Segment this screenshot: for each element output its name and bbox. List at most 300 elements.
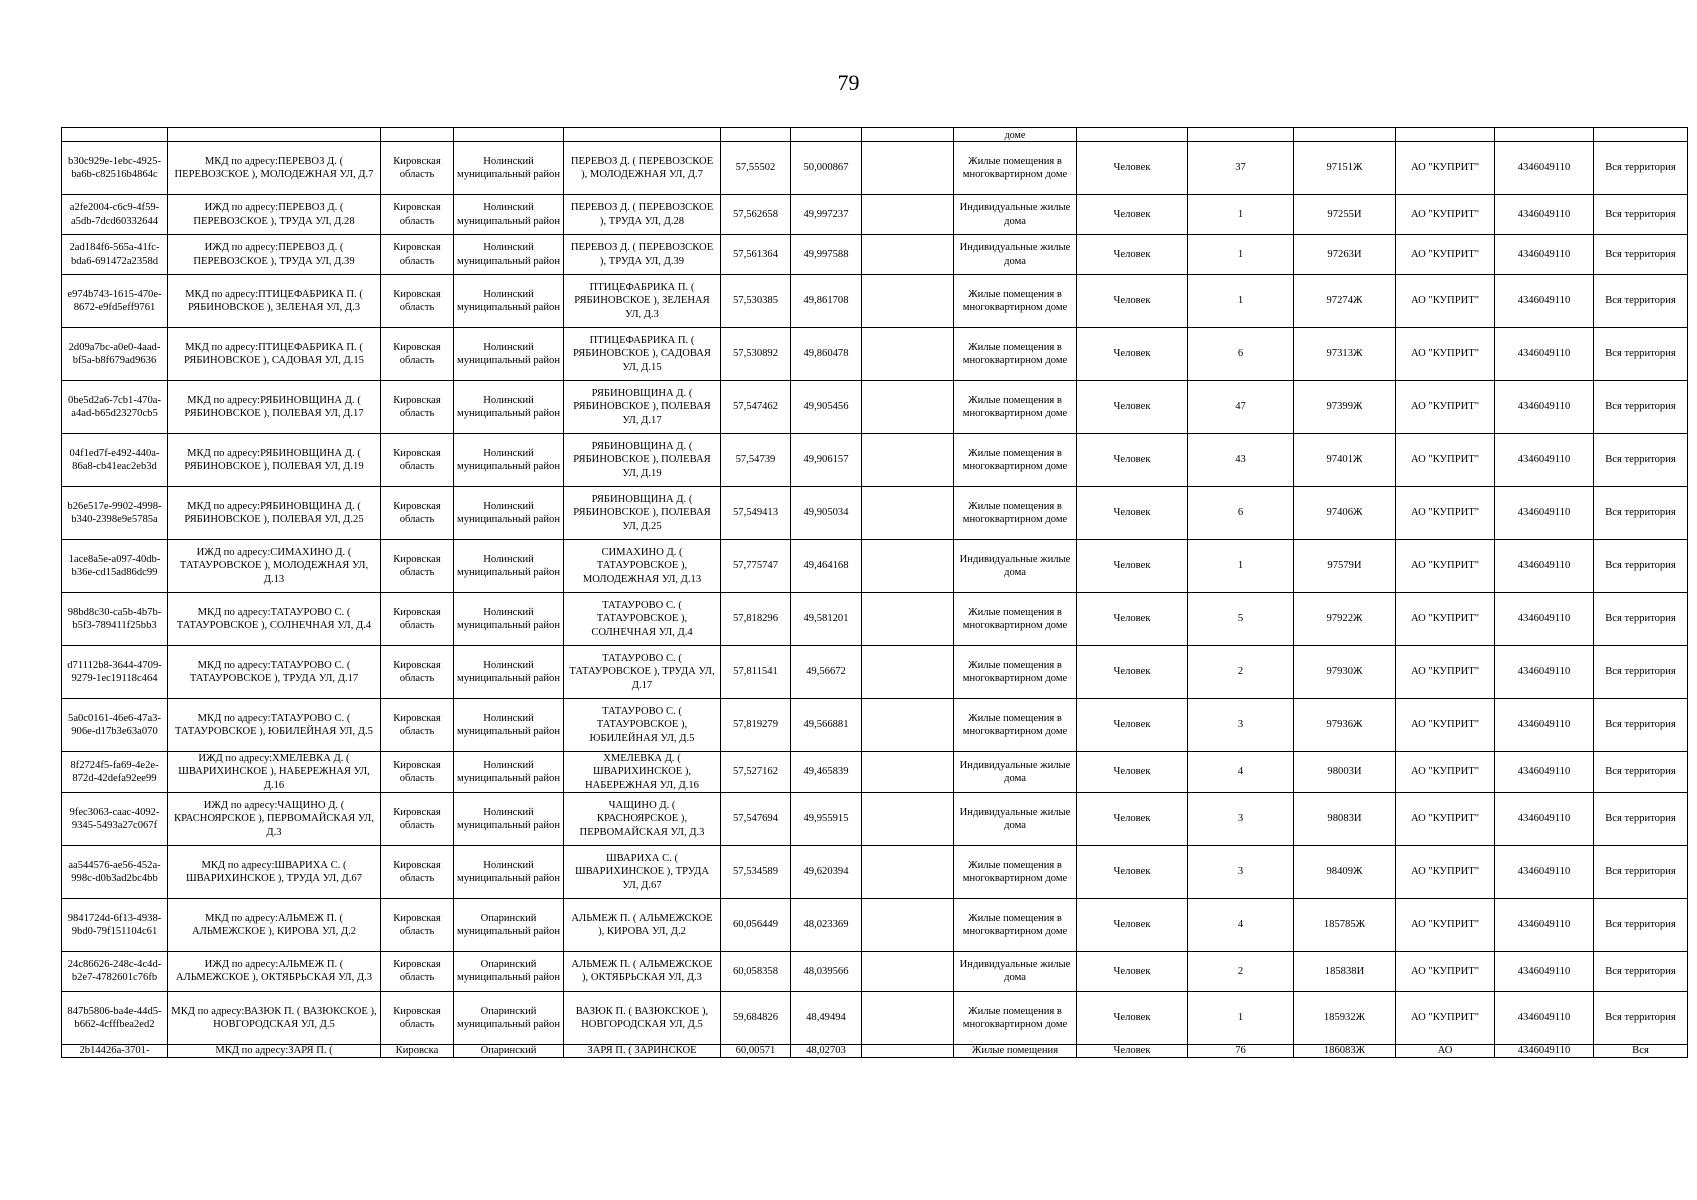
cell-latitude: 60,00571 — [721, 1044, 791, 1057]
cell-type: Жилые помещения в многоквартирном доме — [954, 328, 1077, 381]
cell-quantity: 4 — [1188, 752, 1294, 793]
table-row — [62, 951, 1688, 991]
cell-territory: Вся территория — [1594, 898, 1688, 951]
cell-empty — [862, 195, 954, 235]
cell-quantity: 1 — [1188, 991, 1294, 1044]
cell-organization: АО "КУПРИТ" — [1396, 991, 1495, 1044]
cell-locality: ШВАРИХА С. ( ШВАРИХИНСКОЕ ), ТРУДА УЛ, Д.67 — [564, 845, 721, 898]
cell-address: МКД по адресу:ТАТАУРОВО С. ( ТАТАУРОВСКОЕ ), ЮБИЛЕЙНАЯ УЛ, Д.5 — [168, 699, 381, 752]
cell-region: Кировская область — [381, 142, 454, 195]
cell-address: ИЖД по адресу:ПЕРЕВОЗ Д. ( ПЕРЕВОЗСКОЕ ), ТРУДА УЛ, Д.39 — [168, 235, 381, 275]
cell-quantity: 2 — [1188, 646, 1294, 699]
cell-id: 2ad184f6-565a-41fc-bda6-691472a2358d — [62, 235, 168, 275]
cell-longitude: 49,581201 — [791, 593, 862, 646]
cell-district: Нолинский муниципальный район — [454, 593, 564, 646]
cell-code: 97406Ж — [1294, 487, 1396, 540]
cell-id: 9fec3063-caac-4092-9345-5493a27c067f — [62, 792, 168, 845]
cell-id: 24c86626-248c-4c4d-b2e7-4782601c76fb — [62, 951, 168, 991]
cell-latitude: 59,684826 — [721, 991, 791, 1044]
cell-type: Жилые помещения в многоквартирном доме — [954, 487, 1077, 540]
cell-longitude: 49,997588 — [791, 235, 862, 275]
cell-region: Кировская область — [381, 487, 454, 540]
cell-address: МКД по адресу:ВАЗЮК П. ( ВАЗЮКСКОЕ ), НОВГОРОДСКАЯ УЛ, Д.5 — [168, 991, 381, 1044]
table-row — [62, 381, 1688, 434]
cell-id: 2d09a7bc-a0e0-4aad-bf5a-b8f679ad9636 — [62, 328, 168, 381]
cell-type: Жилые помещения в многоквартирном доме — [954, 434, 1077, 487]
cell-address: ИЖД по адресу:ЧАЩИНО Д. ( КРАСНОЯРСКОЕ ), ПЕРВОМАЙСКАЯ УЛ, Д.3 — [168, 792, 381, 845]
cell-empty — [862, 752, 954, 793]
cell-region: Кировская область — [381, 845, 454, 898]
cell-inn: 4346049110 — [1495, 792, 1594, 845]
cell-longitude: 49,620394 — [791, 845, 862, 898]
cell-quantity: 37 — [1188, 142, 1294, 195]
cell-type: Жилые помещения в многоквартирном доме — [954, 593, 1077, 646]
cell-region: Кировская область — [381, 434, 454, 487]
cell-id: 847b5806-ba4e-44d5-b662-4cfffbea2ed2 — [62, 991, 168, 1044]
cell-inn: 4346049110 — [1495, 381, 1594, 434]
cell-organization: АО "КУПРИТ" — [1396, 593, 1495, 646]
cell-territory: Вся — [1594, 1044, 1688, 1057]
cell-organization: АО "КУПРИТ" — [1396, 540, 1495, 593]
cell-region: Кировская область — [381, 540, 454, 593]
cell-organization: АО "КУПРИТ" — [1396, 487, 1495, 540]
cell-address: МКД по адресу:РЯБИНОВЩИНА Д. ( РЯБИНОВСКОЕ ), ПОЛЕВАЯ УЛ, Д.19 — [168, 434, 381, 487]
cell-territory: Вся территория — [1594, 593, 1688, 646]
cell-code: 97922Ж — [1294, 593, 1396, 646]
cell-unit: Человек — [1077, 195, 1188, 235]
cell-empty — [862, 142, 954, 195]
cell-empty — [862, 951, 954, 991]
cell-longitude: 49,861708 — [791, 275, 862, 328]
cell-code: 97313Ж — [1294, 328, 1396, 381]
cell-quantity: 1 — [1188, 235, 1294, 275]
cell-address: МКД по адресу:ПТИЦЕФАБРИКА П. ( РЯБИНОВСКОЕ ), ЗЕЛЕНАЯ УЛ, Д.3 — [168, 275, 381, 328]
cell-locality: ЗАРЯ П. ( ЗАРИНСКОЕ — [564, 1044, 721, 1057]
table-row — [62, 593, 1688, 646]
cell-locality: АЛЬМЕЖ П. ( АЛЬМЕЖСКОЕ ), КИРОВА УЛ, Д.2 — [564, 898, 721, 951]
cell-code: 98409Ж — [1294, 845, 1396, 898]
cell-locality: РЯБИНОВЩИНА Д. ( РЯБИНОВСКОЕ ), ПОЛЕВАЯ УЛ, Д.25 — [564, 487, 721, 540]
cell-locality: ТАТАУРОВО С. ( ТАТАУРОВСКОЕ ), СОЛНЕЧНАЯ УЛ, Д.4 — [564, 593, 721, 646]
cell-quantity: 5 — [1188, 593, 1294, 646]
cell-latitude: 57,530892 — [721, 328, 791, 381]
cell-address: МКД по адресу:ПТИЦЕФАБРИКА П. ( РЯБИНОВСКОЕ ), САДОВАЯ УЛ, Д.15 — [168, 328, 381, 381]
cell-locality: ПТИЦЕФАБРИКА П. ( РЯБИНОВСКОЕ ), ЗЕЛЕНАЯ УЛ, Д.3 — [564, 275, 721, 328]
cell-unit: Человек — [1077, 1044, 1188, 1057]
cell-latitude: 57,547462 — [721, 381, 791, 434]
cell-quantity: 1 — [1188, 275, 1294, 328]
cell-latitude: 57,818296 — [721, 593, 791, 646]
cell-address: МКД по адресу:ЗАРЯ П. ( — [168, 1044, 381, 1057]
table-row — [62, 434, 1688, 487]
cell-latitude: 57,775747 — [721, 540, 791, 593]
cell-id: b30c929e-1ebc-4925-ba6b-c82516b4864c — [62, 142, 168, 195]
cell-unit: Человек — [1077, 434, 1188, 487]
cell-locality: ТАТАУРОВО С. ( ТАТАУРОВСКОЕ ), ЮБИЛЕЙНАЯ УЛ, Д.5 — [564, 699, 721, 752]
cell-address: ИЖД по адресу:АЛЬМЕЖ П. ( АЛЬМЕЖСКОЕ ), ОКТЯБРЬСКАЯ УЛ, Д.3 — [168, 951, 381, 991]
cell-district: Опаринский — [454, 1044, 564, 1057]
cell-latitude: 57,527162 — [721, 752, 791, 793]
cell-longitude: 48,49494 — [791, 991, 862, 1044]
page-number: 79 — [837, 70, 860, 95]
cell-type: Жилые помещения в многоквартирном доме — [954, 142, 1077, 195]
table-row — [62, 540, 1688, 593]
cell-territory: Вся территория — [1594, 845, 1688, 898]
cell-type: Индивидуальные жилые дома — [954, 951, 1077, 991]
cell-territory: Вся территория — [1594, 540, 1688, 593]
cell-address: МКД по адресу:ПЕРЕВОЗ Д. ( ПЕРЕВОЗСКОЕ ), МОЛОДЕЖНАЯ УЛ, Д.7 — [168, 142, 381, 195]
cell-latitude: 57,819279 — [721, 699, 791, 752]
cell-code: 97263И — [1294, 235, 1396, 275]
cell-quantity: 47 — [1188, 381, 1294, 434]
cell-latitude: 57,534589 — [721, 845, 791, 898]
cell-code: 98083И — [1294, 792, 1396, 845]
cell-address: МКД по адресу:ШВАРИХА С. ( ШВАРИХИНСКОЕ ), ТРУДА УЛ, Д.67 — [168, 845, 381, 898]
cell-unit: Человек — [1077, 540, 1188, 593]
cell-locality: ПТИЦЕФАБРИКА П. ( РЯБИНОВСКОЕ ), САДОВАЯ УЛ, Д.15 — [564, 328, 721, 381]
cell-id: 5a0c0161-46e6-47a3-906e-d17b3e63a070 — [62, 699, 168, 752]
cell-empty — [862, 646, 954, 699]
cell-locality: ВАЗЮК П. ( ВАЗЮКСКОЕ ), НОВГОРОДСКАЯ УЛ, Д.5 — [564, 991, 721, 1044]
table-row — [62, 898, 1688, 951]
cell-region: Кировская область — [381, 593, 454, 646]
cell-organization: АО "КУПРИТ" — [1396, 328, 1495, 381]
cell-type: Жилые помещения в многоквартирном доме — [954, 898, 1077, 951]
cell-unit: Человек — [1077, 752, 1188, 793]
cell-id: b26e517e-9902-4998-b340-2398e9e5785a — [62, 487, 168, 540]
registry-table — [61, 127, 1688, 1058]
cell-inn: 4346049110 — [1495, 646, 1594, 699]
cell-inn: 4346049110 — [1495, 898, 1594, 951]
cell-quantity: 2 — [1188, 951, 1294, 991]
cell-district: Нолинский муниципальный район — [454, 328, 564, 381]
cell-locality: ХМЕЛЕВКА Д. ( ШВАРИХИНСКОЕ ), НАБЕРЕЖНАЯ УЛ, Д.16 — [564, 752, 721, 793]
cell-code: 97255И — [1294, 195, 1396, 235]
cell-territory: Вся территория — [1594, 487, 1688, 540]
cell-locality: ПЕРЕВОЗ Д. ( ПЕРЕВОЗСКОЕ ), МОЛОДЕЖНАЯ УЛ, Д.7 — [564, 142, 721, 195]
cell-inn: 4346049110 — [1495, 593, 1594, 646]
cell-code: 97274Ж — [1294, 275, 1396, 328]
cell-organization: АО "КУПРИТ" — [1396, 142, 1495, 195]
table-row — [62, 328, 1688, 381]
cell-longitude: 49,566881 — [791, 699, 862, 752]
cell-code: 98003И — [1294, 752, 1396, 793]
cell-territory: Вся территория — [1594, 646, 1688, 699]
cell-locality: РЯБИНОВЩИНА Д. ( РЯБИНОВСКОЕ ), ПОЛЕВАЯ УЛ, Д.17 — [564, 381, 721, 434]
cell-quantity: 43 — [1188, 434, 1294, 487]
table-row — [62, 142, 1688, 195]
cell-empty — [862, 845, 954, 898]
cell-district: Нолинский муниципальный район — [454, 195, 564, 235]
cell-territory: Вся территория — [1594, 792, 1688, 845]
cell-latitude: 60,058358 — [721, 951, 791, 991]
cell-unit: Человек — [1077, 381, 1188, 434]
cell-quantity: 3 — [1188, 792, 1294, 845]
cell-region: Кировская область — [381, 195, 454, 235]
cell-longitude: 49,56672 — [791, 646, 862, 699]
cell-latitude: 60,056449 — [721, 898, 791, 951]
cell-unit: Человек — [1077, 235, 1188, 275]
cell-organization: АО "КУПРИТ" — [1396, 235, 1495, 275]
table-row — [62, 845, 1688, 898]
cell-longitude: 49,997237 — [791, 195, 862, 235]
cell-region: Кировская область — [381, 646, 454, 699]
cell-locality: АЛЬМЕЖ П. ( АЛЬМЕЖСКОЕ ), ОКТЯБРЬСКАЯ УЛ, Д.3 — [564, 951, 721, 991]
cell-unit: Человек — [1077, 699, 1188, 752]
cell-type: Индивидуальные жилые дома — [954, 540, 1077, 593]
cell-address: ИЖД по адресу:ХМЕЛЕВКА Д. ( ШВАРИХИНСКОЕ ), НАБЕРЕЖНАЯ УЛ, Д.16 — [168, 752, 381, 793]
cell-inn: 4346049110 — [1495, 991, 1594, 1044]
table-row — [62, 487, 1688, 540]
cell-territory: Вся территория — [1594, 235, 1688, 275]
cell-code: 97401Ж — [1294, 434, 1396, 487]
cell-longitude: 49,860478 — [791, 328, 862, 381]
cell-district: Опаринский муниципальный район — [454, 991, 564, 1044]
cell-empty — [862, 898, 954, 951]
cell-id: 2b14426a-3701- — [62, 1044, 168, 1057]
cell-latitude: 57,547694 — [721, 792, 791, 845]
cell-unit: Человек — [1077, 898, 1188, 951]
cell-territory: Вся территория — [1594, 328, 1688, 381]
cell-inn: 4346049110 — [1495, 540, 1594, 593]
cell-longitude: 49,906157 — [791, 434, 862, 487]
cell-district: Нолинский муниципальный район — [454, 275, 564, 328]
cell-address: МКД по адресу:РЯБИНОВЩИНА Д. ( РЯБИНОВСКОЕ ), ПОЛЕВАЯ УЛ, Д.25 — [168, 487, 381, 540]
cell-code: 97399Ж — [1294, 381, 1396, 434]
cell-unit: Человек — [1077, 845, 1188, 898]
cell-type: Индивидуальные жилые дома — [954, 235, 1077, 275]
cell-latitude: 57,811541 — [721, 646, 791, 699]
cell-type: Жилые помещения в многоквартирном доме — [954, 699, 1077, 752]
cell-type: Жилые помещения — [954, 1044, 1077, 1057]
cell-territory: Вся территория — [1594, 991, 1688, 1044]
cell-id: 8f2724f5-fa69-4e2e-872d-42defa92ee99 — [62, 752, 168, 793]
cell-type: Индивидуальные жилые дома — [954, 752, 1077, 793]
cell-territory: Вся территория — [1594, 195, 1688, 235]
cell-id: 04f1ed7f-e492-440a-86a8-cb41eac2eb3d — [62, 434, 168, 487]
cell-organization: АО "КУПРИТ" — [1396, 898, 1495, 951]
cell-territory: Вся территория — [1594, 275, 1688, 328]
cell-address: МКД по адресу:ТАТАУРОВО С. ( ТАТАУРОВСКОЕ ), СОЛНЕЧНАЯ УЛ, Д.4 — [168, 593, 381, 646]
cell-code: 97936Ж — [1294, 699, 1396, 752]
cell-address: ИЖД по адресу:СИМАХИНО Д. ( ТАТАУРОВСКОЕ ), МОЛОДЕЖНАЯ УЛ, Д.13 — [168, 540, 381, 593]
cell-district: Опаринский муниципальный район — [454, 951, 564, 991]
cell-inn: 4346049110 — [1495, 951, 1594, 991]
cell-district: Нолинский муниципальный район — [454, 845, 564, 898]
cell-code: 185932Ж — [1294, 991, 1396, 1044]
cell-unit: Человек — [1077, 991, 1188, 1044]
cell-latitude: 57,561364 — [721, 235, 791, 275]
cell-id: aa544576-ae56-452a-998c-d0b3ad2bc4bb — [62, 845, 168, 898]
cell-organization: АО "КУПРИТ" — [1396, 195, 1495, 235]
cell-type: Жилые помещения в многоквартирном доме — [954, 845, 1077, 898]
cell-quantity: 76 — [1188, 1044, 1294, 1057]
cell-code: 97151Ж — [1294, 142, 1396, 195]
cell-inn: 4346049110 — [1495, 752, 1594, 793]
cell-territory: Вся территория — [1594, 699, 1688, 752]
cell-inn: 4346049110 — [1495, 487, 1594, 540]
cell-district: Нолинский муниципальный район — [454, 142, 564, 195]
cell-organization: АО "КУПРИТ" — [1396, 792, 1495, 845]
cell-region: Кировская область — [381, 792, 454, 845]
cell-code: 186083Ж — [1294, 1044, 1396, 1057]
cell-locality: ПЕРЕВОЗ Д. ( ПЕРЕВОЗСКОЕ ), ТРУДА УЛ, Д.39 — [564, 235, 721, 275]
cell-unit: Человек — [1077, 487, 1188, 540]
cell-longitude: 49,905034 — [791, 487, 862, 540]
cell-district: Нолинский муниципальный район — [454, 792, 564, 845]
cell-district: Нолинский муниципальный район — [454, 487, 564, 540]
cell-type: Жилые помещения в многоквартирном доме — [954, 646, 1077, 699]
cell-region: Кировская область — [381, 328, 454, 381]
cell-longitude: 48,023369 — [791, 898, 862, 951]
cell-longitude: 48,02703 — [791, 1044, 862, 1057]
cell-latitude: 57,549413 — [721, 487, 791, 540]
cell-latitude: 57,562658 — [721, 195, 791, 235]
cell-region: Кировская область — [381, 699, 454, 752]
cell-territory: Вся территория — [1594, 434, 1688, 487]
cell-district: Нолинский муниципальный район — [454, 646, 564, 699]
cell-region: Кировская область — [381, 381, 454, 434]
cell-latitude: 57,54739 — [721, 434, 791, 487]
cell-empty — [862, 792, 954, 845]
table-row — [62, 235, 1688, 275]
cell-inn: 4346049110 — [1495, 434, 1594, 487]
table-row — [62, 792, 1688, 845]
cell-inn: 4346049110 — [1495, 275, 1594, 328]
cell-region: Кировская область — [381, 275, 454, 328]
cell-empty — [862, 381, 954, 434]
cell-empty — [862, 487, 954, 540]
cell-empty — [862, 593, 954, 646]
cell-district: Нолинский муниципальный район — [454, 699, 564, 752]
cell-empty — [862, 540, 954, 593]
cell-region: Кировская область — [381, 752, 454, 793]
cell-unit: Человек — [1077, 646, 1188, 699]
cell-region: Кировская область — [381, 991, 454, 1044]
cell-locality: ТАТАУРОВО С. ( ТАТАУРОВСКОЕ ), ТРУДА УЛ, Д.17 — [564, 646, 721, 699]
cell-empty — [862, 991, 954, 1044]
cell-unit: Человек — [1077, 275, 1188, 328]
cell-address: МКД по адресу:РЯБИНОВЩИНА Д. ( РЯБИНОВСКОЕ ), ПОЛЕВАЯ УЛ, Д.17 — [168, 381, 381, 434]
cell-organization: АО "КУПРИТ" — [1396, 646, 1495, 699]
cell-region: Кировская область — [381, 898, 454, 951]
cell-inn: 4346049110 — [1495, 235, 1594, 275]
table-row — [62, 646, 1688, 699]
table-row-fragment — [62, 128, 1688, 142]
cell-id: d71112b8-3644-4709-9279-1ec19118c464 — [62, 646, 168, 699]
cell-unit: Человек — [1077, 142, 1188, 195]
cell-type: Жилые помещения в многоквартирном доме — [954, 991, 1077, 1044]
cell-district: Нолинский муниципальный район — [454, 235, 564, 275]
cell-organization: АО "КУПРИТ" — [1396, 434, 1495, 487]
cell-code: 185838И — [1294, 951, 1396, 991]
cell-unit: Человек — [1077, 328, 1188, 381]
cell-longitude: 49,464168 — [791, 540, 862, 593]
cell-id: e974b743-1615-470e-8672-e9fd5eff9761 — [62, 275, 168, 328]
table-row-cut — [62, 1044, 1688, 1057]
cell-inn: 4346049110 — [1495, 699, 1594, 752]
cell-type: Жилые помещения в многоквартирном доме — [954, 381, 1077, 434]
cell-code: 185785Ж — [1294, 898, 1396, 951]
cell-code: 97579И — [1294, 540, 1396, 593]
cell-quantity: 1 — [1188, 195, 1294, 235]
cell-id: 1ace8a5e-a097-40db-b36e-cd15ad86dc99 — [62, 540, 168, 593]
cell-address: МКД по адресу:АЛЬМЕЖ П. ( АЛЬМЕЖСКОЕ ), КИРОВА УЛ, Д.2 — [168, 898, 381, 951]
cell-id: 98bd8c30-ca5b-4b7b-b5f3-789411f25bb3 — [62, 593, 168, 646]
cell-unit: Человек — [1077, 792, 1188, 845]
cell-address: МКД по адресу:ТАТАУРОВО С. ( ТАТАУРОВСКОЕ ), ТРУДА УЛ, Д.17 — [168, 646, 381, 699]
cell-inn: 4346049110 — [1495, 845, 1594, 898]
cell-region: Кировская область — [381, 951, 454, 991]
cell-organization: АО "КУПРИТ" — [1396, 752, 1495, 793]
cell-address: ИЖД по адресу:ПЕРЕВОЗ Д. ( ПЕРЕВОЗСКОЕ ), ТРУДА УЛ, Д.28 — [168, 195, 381, 235]
cell-unit: Человек — [1077, 951, 1188, 991]
cell-inn: 4346049110 — [1495, 195, 1594, 235]
cell-longitude: 49,905456 — [791, 381, 862, 434]
cell-latitude: 57,55502 — [721, 142, 791, 195]
cell-organization: АО "КУПРИТ" — [1396, 699, 1495, 752]
cell-empty — [862, 275, 954, 328]
cell-district: Нолинский муниципальный район — [454, 381, 564, 434]
cell-id: 0be5d2a6-7cb1-470a-a4ad-b65d23270cb5 — [62, 381, 168, 434]
cell-locality: ЧАЩИНО Д. ( КРАСНОЯРСКОЕ ), ПЕРВОМАЙСКАЯ УЛ, Д.3 — [564, 792, 721, 845]
cell-territory: Вся территория — [1594, 951, 1688, 991]
cell-inn: 4346049110 — [1495, 142, 1594, 195]
table-row — [62, 991, 1688, 1044]
cell-territory: Вся территория — [1594, 752, 1688, 793]
cell-district: Нолинский муниципальный район — [454, 434, 564, 487]
cell-inn: 4346049110 — [1495, 1044, 1594, 1057]
cell-type: доме — [954, 128, 1077, 142]
cell-type: Индивидуальные жилые дома — [954, 792, 1077, 845]
cell-locality: СИМАХИНО Д. ( ТАТАУРОВСКОЕ ), МОЛОДЕЖНАЯ УЛ, Д.13 — [564, 540, 721, 593]
cell-id: 9841724d-6f13-4938-9bd0-79f151104c61 — [62, 898, 168, 951]
cell-longitude: 49,465839 — [791, 752, 862, 793]
cell-region: Кировска — [381, 1044, 454, 1057]
cell-quantity: 6 — [1188, 328, 1294, 381]
cell-territory: Вся территория — [1594, 142, 1688, 195]
table-row — [62, 275, 1688, 328]
cell-organization: АО "КУПРИТ" — [1396, 951, 1495, 991]
cell-district: Нолинский муниципальный район — [454, 540, 564, 593]
cell-quantity: 6 — [1188, 487, 1294, 540]
cell-longitude: 49,955915 — [791, 792, 862, 845]
cell-quantity: 1 — [1188, 540, 1294, 593]
cell-locality: ПЕРЕВОЗ Д. ( ПЕРЕВОЗСКОЕ ), ТРУДА УЛ, Д.28 — [564, 195, 721, 235]
cell-unit: Человек — [1077, 593, 1188, 646]
cell-type: Индивидуальные жилые дома — [954, 195, 1077, 235]
cell-quantity: 3 — [1188, 699, 1294, 752]
cell-organization: АО "КУПРИТ" — [1396, 275, 1495, 328]
cell-locality: РЯБИНОВЩИНА Д. ( РЯБИНОВСКОЕ ), ПОЛЕВАЯ УЛ, Д.19 — [564, 434, 721, 487]
cell-type: Жилые помещения в многоквартирном доме — [954, 275, 1077, 328]
cell-id: a2fe2004-c6c9-4f59-a5db-7dcd60332644 — [62, 195, 168, 235]
cell-empty — [862, 235, 954, 275]
cell-quantity: 3 — [1188, 845, 1294, 898]
cell-quantity: 4 — [1188, 898, 1294, 951]
cell-empty — [862, 434, 954, 487]
cell-empty — [862, 1044, 954, 1057]
cell-territory: Вся территория — [1594, 381, 1688, 434]
cell-district: Опаринский муниципальный район — [454, 898, 564, 951]
cell-inn: 4346049110 — [1495, 328, 1594, 381]
cell-district: Нолинский муниципальный район — [454, 752, 564, 793]
cell-organization: АО — [1396, 1044, 1495, 1057]
cell-region: Кировская область — [381, 235, 454, 275]
cell-organization: АО "КУПРИТ" — [1396, 381, 1495, 434]
cell-longitude: 48,039566 — [791, 951, 862, 991]
cell-organization: АО "КУПРИТ" — [1396, 845, 1495, 898]
